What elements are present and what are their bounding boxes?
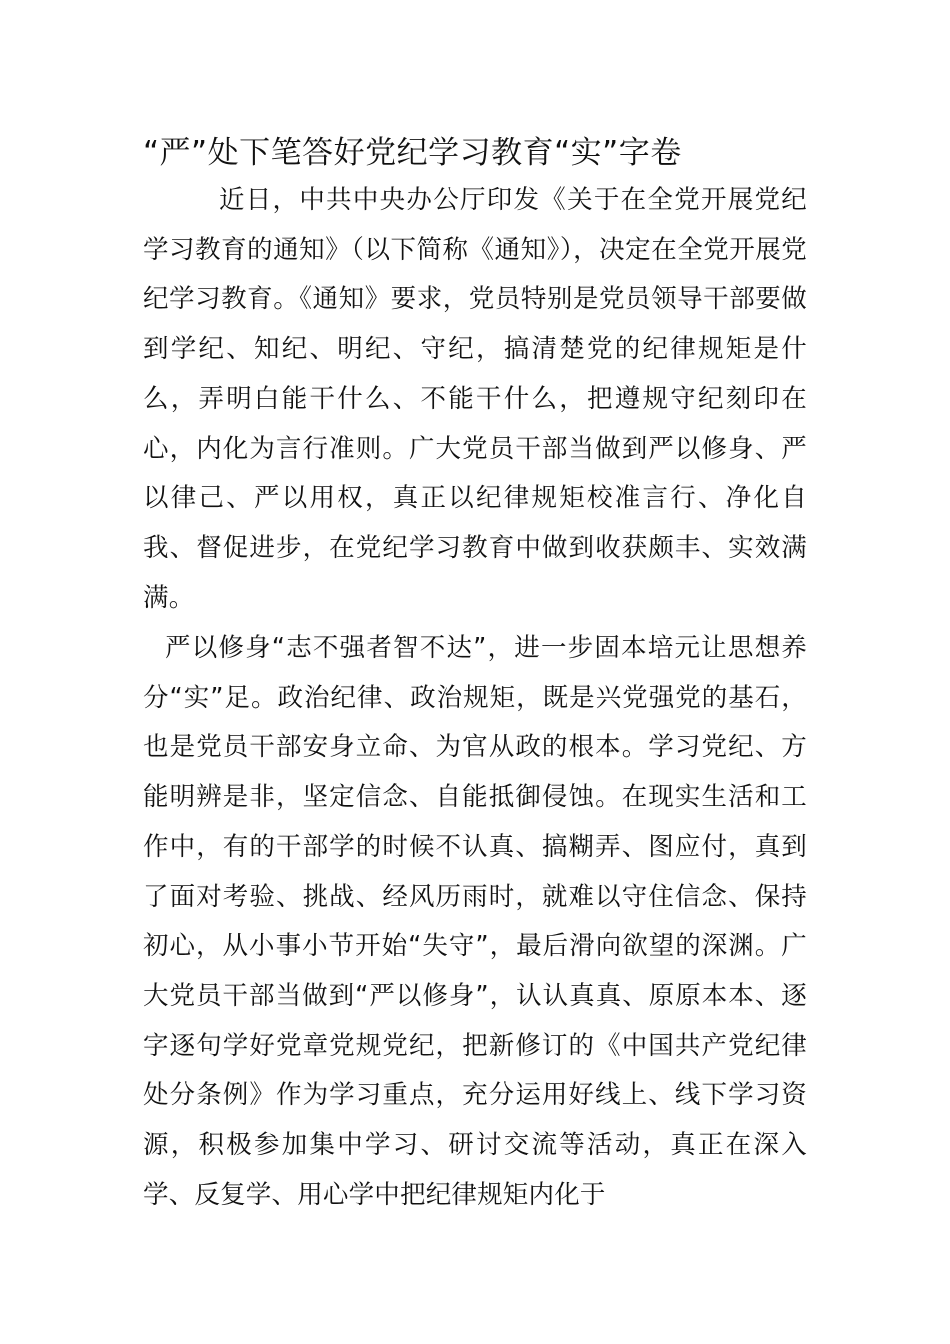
document-title: “严”处下笔答好党纪学习教育“实”字卷 [143, 135, 682, 171]
paragraph-intro: 近日，中共中央办公厅印发《关于在全党开展党纪学习教育的通知》（以下简称《通知》），决定在全党开展党纪学习教育。《通知》要求，党员特别是党员领导干部要做到学纪、知纪、明纪、守纪，搞清楚党的纪律规矩是什么，弄明白能干什么、不能干什么，把遵规守纪刻印在心，内化为言行准则。广大党员干部当做到严以修身、严以律己、严以用权，真正以纪律规矩校准言行、净化自我、督促进步，在党纪学习教育中做到收获颇丰、实效满满。 [143, 185, 807, 613]
paragraph-self-cultivation: 严以修身“志不强者智不达”，进一步固本培元让思想养分“实”足。政治纪律、政治规矩，既是兴党强党的基石，也是党员干部安身立命、为官从政的根本。学习党纪、方能明辨是非，坚定信念、自能抵御侵蚀。在现实生活和工作中，有的干部学的时候不认真、搞糊弄、图应付，真到了面对考验、挑战、经风历雨时，就难以守住信念、保持初心，从小事小节开始“失守”，最后滑向欲望的深渊。广大党员干部当做到“严以修身”，认认真真、原原本本、逐字逐句学好党章党规党纪，把新修订的《中国共产党纪律处分条例》作为学习重点，充分运用好线上、线下学习资源，积极参加集中学习、研讨交流等活动，真正在深入学、反复学、用心学中把纪律规矩内化于 [143, 633, 807, 1210]
